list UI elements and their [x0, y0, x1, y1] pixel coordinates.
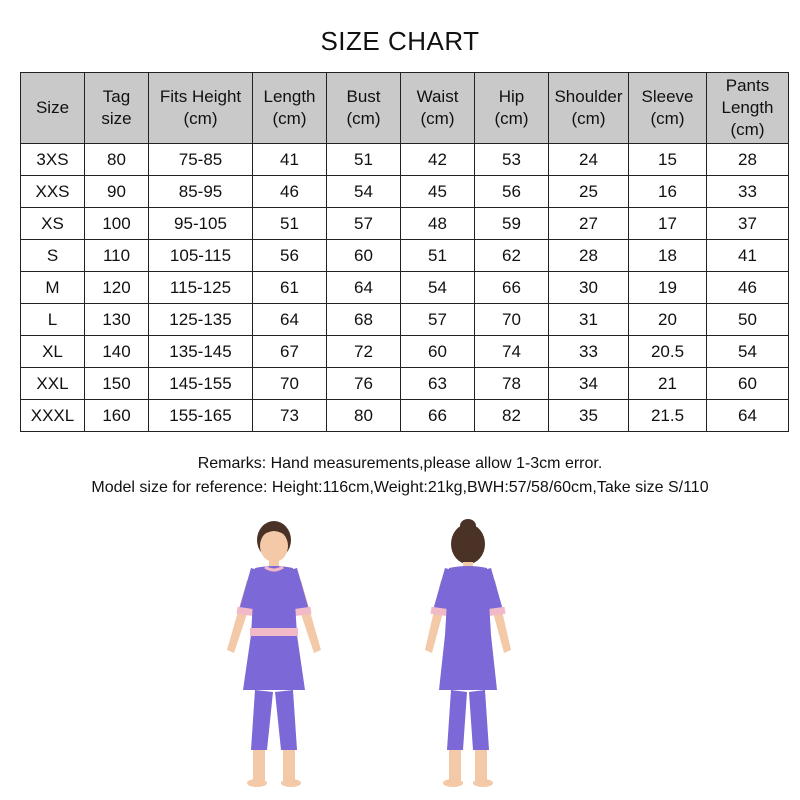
table-cell: 20.5	[629, 336, 707, 368]
table-cell: 120	[85, 272, 149, 304]
table-cell: 41	[253, 144, 327, 176]
table-cell: 150	[85, 368, 149, 400]
table-cell: 78	[475, 368, 549, 400]
model-size-line: Model size for reference: Height:116cm,Weight:21kg,BWH:57/58/60cm,Take size S/110	[91, 479, 709, 496]
table-cell: 64	[253, 304, 327, 336]
table-cell: 64	[707, 400, 789, 432]
child-model-front-figure	[199, 510, 349, 795]
table-cell: 74	[475, 336, 549, 368]
table-cell: 21.5	[629, 400, 707, 432]
table-cell: S	[21, 240, 85, 272]
table-cell: 3XS	[21, 144, 85, 176]
table-cell: XXXL	[21, 400, 85, 432]
table-cell: 41	[707, 240, 789, 272]
table-header-row	[21, 73, 789, 144]
column-header: Waist (cm)	[401, 73, 475, 144]
table-row	[21, 176, 789, 208]
table-cell: 31	[549, 304, 629, 336]
table-cell: 115-125	[149, 272, 253, 304]
table-cell: 67	[253, 336, 327, 368]
table-row	[21, 336, 789, 368]
table-cell: 46	[707, 272, 789, 304]
table-cell: 57	[401, 304, 475, 336]
remarks	[0, 452, 800, 500]
table-cell: 33	[707, 176, 789, 208]
table-cell: 62	[475, 240, 549, 272]
table-cell: 56	[475, 176, 549, 208]
table-cell: 15	[629, 144, 707, 176]
table-cell: 160	[85, 400, 149, 432]
remarks-line: Remarks: Hand measurements,please allow 1-3cm error.	[197, 455, 603, 472]
table-cell: 100	[85, 208, 149, 240]
column-header: Pants Length (cm)	[707, 73, 789, 144]
table-cell: 90	[85, 176, 149, 208]
table-cell: 60	[327, 240, 401, 272]
table-cell: L	[21, 304, 85, 336]
table-row	[21, 272, 789, 304]
table-cell: 64	[327, 272, 401, 304]
table-cell: 80	[85, 144, 149, 176]
table-cell: 30	[549, 272, 629, 304]
table-cell: 28	[707, 144, 789, 176]
column-header: Hip (cm)	[475, 73, 549, 144]
table-cell: 68	[327, 304, 401, 336]
table-cell: 95-105	[149, 208, 253, 240]
table-cell: 27	[549, 208, 629, 240]
child-model-front-image	[199, 510, 349, 795]
table-cell: 20	[629, 304, 707, 336]
table-cell: 53	[475, 144, 549, 176]
table-cell: 51	[401, 240, 475, 272]
table-cell: 110	[85, 240, 149, 272]
table-cell: 105-115	[149, 240, 253, 272]
table-cell: 66	[475, 272, 549, 304]
table-cell: 63	[401, 368, 475, 400]
table-cell: 34	[549, 368, 629, 400]
column-header: Size	[21, 73, 85, 144]
table-cell: 82	[475, 400, 549, 432]
table-cell: 54	[327, 176, 401, 208]
table-cell: 25	[549, 176, 629, 208]
table-row	[21, 304, 789, 336]
table-cell: 80	[327, 400, 401, 432]
table-cell: 19	[629, 272, 707, 304]
table-cell: 60	[401, 336, 475, 368]
table-row	[21, 240, 789, 272]
table-cell: 57	[327, 208, 401, 240]
table-cell: XL	[21, 336, 85, 368]
table-cell: 70	[475, 304, 549, 336]
table-cell: 76	[327, 368, 401, 400]
table-cell: 16	[629, 176, 707, 208]
table-cell: 17	[629, 208, 707, 240]
table-row	[21, 368, 789, 400]
table-cell: 145-155	[149, 368, 253, 400]
table-row	[21, 208, 789, 240]
table-cell: 140	[85, 336, 149, 368]
table-cell: 155-165	[149, 400, 253, 432]
column-header: Tag size	[85, 73, 149, 144]
table-cell: 28	[549, 240, 629, 272]
table-cell: XXL	[21, 368, 85, 400]
table-cell: 59	[475, 208, 549, 240]
table-cell: M	[21, 272, 85, 304]
table-cell: 54	[707, 336, 789, 368]
table-cell: 51	[253, 208, 327, 240]
table-cell: XS	[21, 208, 85, 240]
table-cell: 24	[549, 144, 629, 176]
table-cell: 60	[707, 368, 789, 400]
column-header: Shoulder (cm)	[549, 73, 629, 144]
table-cell: 42	[401, 144, 475, 176]
table-cell: 73	[253, 400, 327, 432]
column-header: Length (cm)	[253, 73, 327, 144]
column-header: Bust (cm)	[327, 73, 401, 144]
table-cell: 61	[253, 272, 327, 304]
table-cell: 130	[85, 304, 149, 336]
table-cell: 85-95	[149, 176, 253, 208]
page-title: SIZE CHART	[320, 26, 480, 56]
column-header: Sleeve (cm)	[629, 73, 707, 144]
table-cell: 33	[549, 336, 629, 368]
table-body	[21, 144, 789, 432]
child-model-back-figure	[393, 510, 543, 795]
table-cell: 135-145	[149, 336, 253, 368]
table-cell: 54	[401, 272, 475, 304]
table-cell: 51	[327, 144, 401, 176]
child-model-back-image	[393, 510, 543, 795]
table-cell: 35	[549, 400, 629, 432]
table-cell: 46	[253, 176, 327, 208]
table-cell: 72	[327, 336, 401, 368]
column-header: Fits Height (cm)	[149, 73, 253, 144]
table-cell: 70	[253, 368, 327, 400]
table-cell: 50	[707, 304, 789, 336]
table-cell: 48	[401, 208, 475, 240]
table-row	[21, 144, 789, 176]
table-cell: 37	[707, 208, 789, 240]
table-cell: 125-135	[149, 304, 253, 336]
size-chart-table	[20, 72, 789, 432]
table-cell: 66	[401, 400, 475, 432]
table-cell: 56	[253, 240, 327, 272]
table-cell: 45	[401, 176, 475, 208]
table-cell: 75-85	[149, 144, 253, 176]
table-cell: 18	[629, 240, 707, 272]
table-cell: 21	[629, 368, 707, 400]
table-row	[21, 400, 789, 432]
table-cell: XXS	[21, 176, 85, 208]
